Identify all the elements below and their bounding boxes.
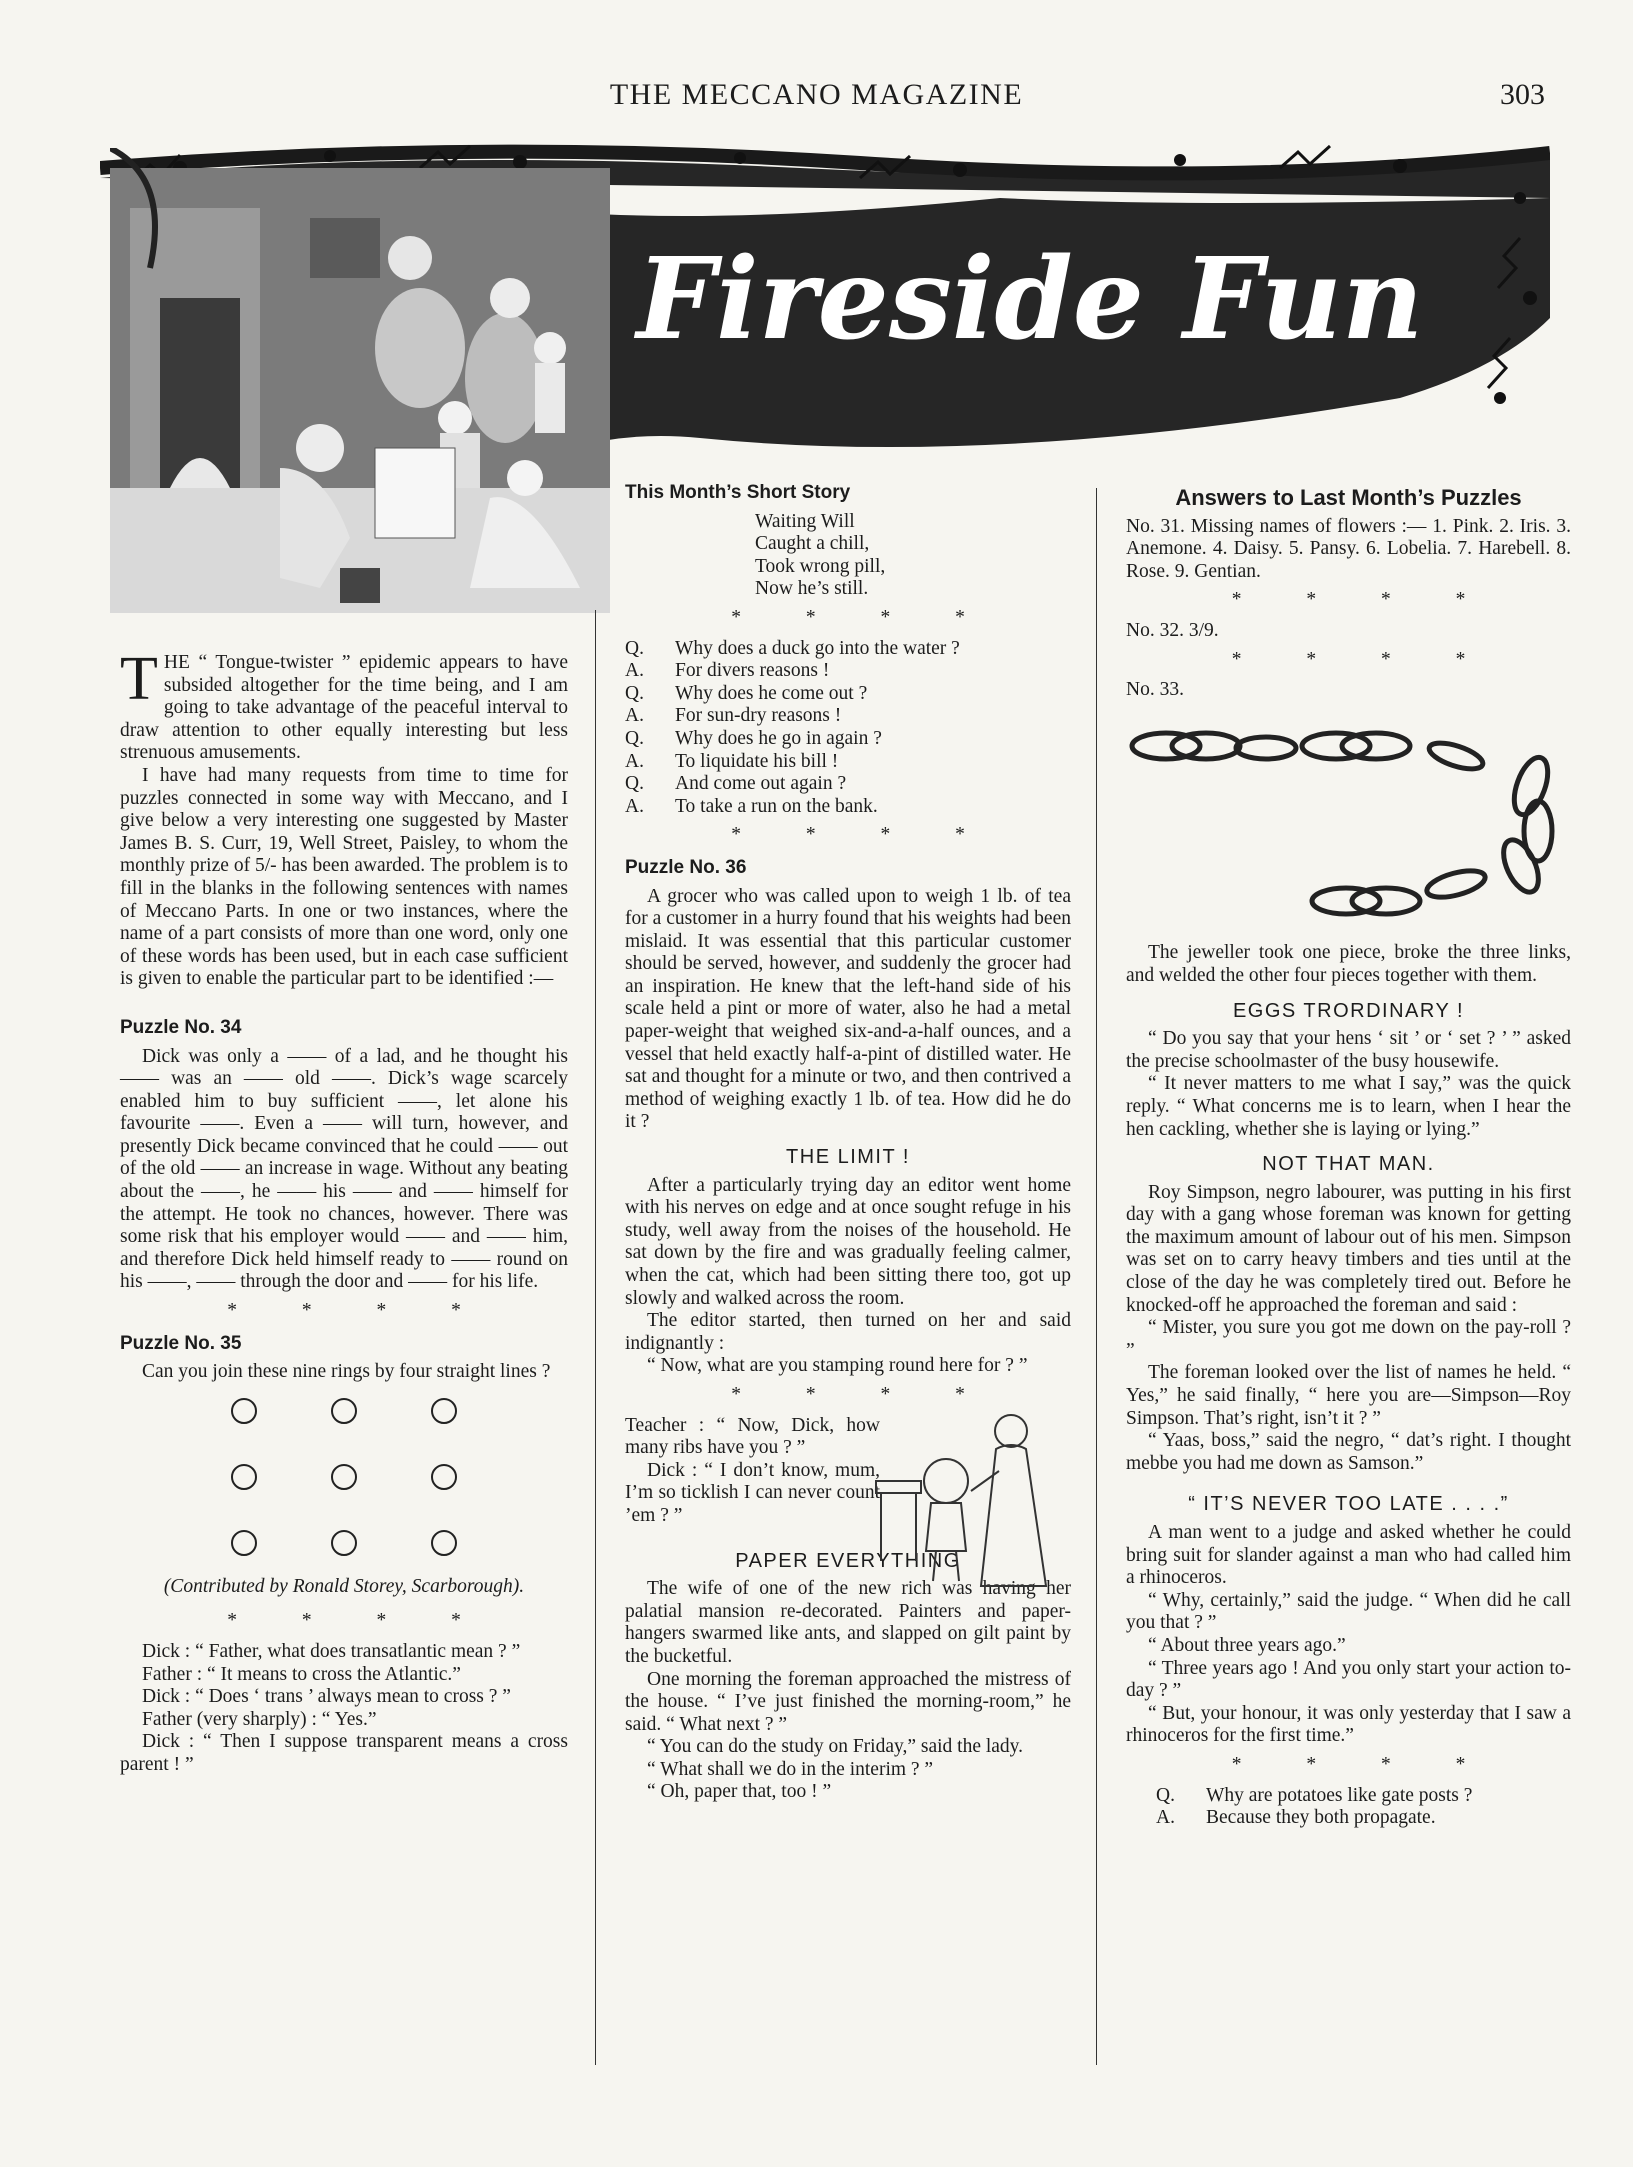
qa-text: And come out again ? [675,773,847,795]
separator-stars: * * * * [731,824,995,846]
intro-paragraph-2: I have had many requests from time to time for puzzles connected in some way with Meccano, and I give below a very interesting one suggested by Master James B. S. Curr, 19, Well Street, Paisley, to whom the monthly prize of 5/- has been awarded. The problem is to fill in the blanks in the following sentences with names of Meccano Parts. In one or two instances, where the name of a part consists of more than one word, only one of these words has been used, but in each case sufficient is given to enable the particular part to be identified :— [120,764,568,990]
dialogue-line: Dick : “ Father, what does transatlantic mean ? ” [142,1641,521,1662]
separator-stars: * * * * [227,1610,491,1632]
qa-text: Why are potatoes like gate posts ? [1206,1784,1473,1806]
eggs-title: EGGS TRORDINARY ! [1232,999,1465,1022]
answers-title: Answers to Last Month’s Puzzles [1175,485,1522,510]
dialogue-line: Father : “ It means to cross the Atlantic.” [142,1663,461,1685]
column-3 [1126,487,1571,1830]
puzzle-35-title: Puzzle No. 35 [120,1332,242,1354]
nine-rings-grid [120,1398,568,1556]
separator-stars: * * * * [1231,1753,1496,1775]
qa-text: Why does a duck go into the water ? [675,637,960,659]
qa-key: A. [1156,1807,1175,1829]
late-paragraph: “ Three years ago ! And you only start your action to-day ? ” [1126,1657,1571,1702]
the-limit-title: THE LIMIT ! [786,1146,910,1169]
puzzle-35-text: Can you join these nine rings by four straight lines ? [142,1361,551,1383]
qa-key: Q. [625,773,644,795]
qa-text: Why does he go in again ? [675,727,882,749]
intro-paragraph: THE “ Tongue-twister ” epidemic appears to have subsided altogether for the time being, and I am going to take advantage of the peaceful interval to draw attention to other equally interesting but less strenuous amusements. [120,645,568,764]
qa-key: A. [625,660,644,682]
ring-icon [431,1530,457,1556]
poem-line: Waiting Will [755,510,855,532]
ring-icon [331,1530,357,1556]
puzzle-36-text: A grocer who was called upon to weigh 1 lb. of tea for a customer in a hurry found that his weights had been mislaid. It was essential that this particular customer should be served, however, and suddenly the grocer had an inspiration. He knew that the left-hand side of his scale held a pint or more of water, also he had a metal paper-weight that weighed six-and-a-half ounces, and a vessel that held exactly half-a-pint of distilled water. He sat and thought for a minute or two, and then contrived a method of weighing exactly 1 lb. of tea. How did he do it ? [625,885,1071,1133]
qa-text: To take a run on the bank. [675,795,878,817]
qa-text: Because they both propagate. [1206,1807,1436,1829]
eggs-paragraph: “ It never matters to me what I say,” was the quick reply. “ What concerns me is to learn, when I hear the hen cackling, whether she is laying or lying.” [1126,1073,1571,1140]
ring-icon [331,1398,357,1424]
never-too-late-title: “ IT’S NEVER TOO LATE . . . .” [1188,1493,1509,1516]
poem-line: Took wrong pill, [755,555,886,577]
paper-paragraph: “ You can do the study on Friday,” said the lady. [647,1736,1024,1758]
teacher-joke [625,1415,1071,1528]
man-paragraph: The foreman looked over the list of names he held. “ Yes,” he said finally, “ here you are—Simpson—Roy Simpson. That’s right, isn’t it ? ” [1126,1362,1571,1429]
qa-text: To liquidate his bill ! [675,750,839,772]
column-rule-right [1096,488,1097,2065]
potato-qa-list [1156,1785,1571,1830]
late-paragraph: “ But, your honour, it was only yesterday that I saw a rhinoceros for the first time.” [1126,1702,1571,1747]
answer-31: No. 31. Missing names of flowers :— 1. Pink. 2. Iris. 3. Anemone. 4. Daisy. 5. Pansy. 6. Lobelia. 7. Harebell. 8. Rose. 9. Gentian. [1126,515,1571,582]
man-paragraph: “ Mister, you sure you got me down on the pay-roll ? ” [1126,1317,1571,1361]
ring-icon [331,1464,357,1490]
the-limit-paragraph: “ Now, what are you stamping round here for ? ” [647,1355,1028,1377]
dialogue-line: Dick : “ Does ‘ trans ’ always mean to cross ? ” [142,1686,511,1708]
ring-icon [231,1464,257,1490]
separator-stars: * * * * [731,1383,995,1405]
paper-paragraph: “ Oh, paper that, too ! ” [647,1781,832,1803]
running-header: THE MECCANO MAGAZINE [609,78,1024,111]
dick-line: Dick : “ I don’t know, mum, I’m so ticklish I can never count ’em ? ” [625,1459,880,1526]
man-paragraph: Roy Simpson, negro labourer, was putting in his first day with a gang whose foreman was known for getting the maximum amount of labour out of his men. Simpson was set on to carry heavy timbers and ties until at the close of the day he was completely tired out. Before he knocked-off he approached the foreman and said : [1126,1181,1571,1316]
paper-paragraph: One morning the foreman approached the mistress of the house. “ I’ve just finished the morning-room,” he said. “ What next ? ” [625,1668,1071,1735]
short-story-title: This Month’s Short Story [625,482,851,503]
qa-key: Q. [625,637,644,659]
the-limit-paragraph: After a particularly trying day an editor went home with his nerves on edge and at once sought refuge in his study, well away from the noises of the household. He sat down by the fire and was gradually feeling calmer, when the cat, which had been sitting there too, got up slowly and walked across the room. [625,1174,1071,1309]
qa-key: Q. [1156,1784,1175,1806]
qa-key: A. [625,705,644,727]
answer-32: No. 32. 3/9. [1126,619,1219,641]
short-story-poem [625,511,1071,601]
paper-everything-title: PAPER EVERYTHING [735,1549,961,1572]
qa-key: Q. [625,727,644,749]
ring-icon [231,1398,257,1424]
poem-line: Caught a chill, [755,533,870,555]
late-paragraph: A man went to a judge and asked whether he could bring suit for slander against a man who had called him a rhinoceros. [1126,1522,1571,1589]
puzzle-34-title: Puzzle No. 34 [120,1016,242,1038]
answer-33: No. 33. [1126,679,1184,701]
qa-key: Q. [625,682,644,704]
separator-stars: * * * * [731,606,995,628]
puzzle-35-credit: (Contributed by Ronald Storey, Scarborough). [163,1575,525,1597]
dialogue-line: Dick : “ Then I suppose transparent means a cross parent ! ” [120,1731,568,1775]
puzzle-34-text: Dick was only a —— of a lad, and he thought his —— was an —— old ——. Dick’s wage scarcely enabled him to buy sufficient ——, let alone his favourite ——. Even a —— will turn, however, and presently Dick became convinced that he could —— out of the old —— an increase in wage. Without any beating about the ——, he —— his —— and —— himself for the attempt. He took no chances, however. There was some risk that his employer would —— and —— him, and therefore Dick held himself ready to —— round on his ——, —— through the door and —— for his life. [120,1045,568,1293]
puzzle-36-title: Puzzle No. 36 [625,856,747,878]
eggs-paragraph: “ Do you say that your hens ‘ sit ’ or ‘ set ? ’ ” asked the precise schoolmaster of the busy housewife. [1126,1028,1571,1072]
poem-line: Now he’s still. [755,578,869,600]
paper-paragraph: The wife of one of the new rich was having her palatial mansion re-decorated. Painters and paper-hangers swarmed like ants, and slapped on gilt paint by the bucketful. [625,1578,1071,1667]
separator-stars: * * * * [1231,589,1496,611]
separator-stars: * * * * [227,1300,491,1322]
teacher-line: Teacher : “ Now, Dick, how many ribs have you ? ” [625,1414,880,1459]
column-2 [625,482,1071,1804]
chain-links-illustration [1126,716,1571,926]
family-scene-image [110,148,610,613]
answer-33-text: The jeweller took one piece, broke the three links, and welded the other four pieces together with them. [1126,942,1571,986]
page-number: 303 [1500,78,1545,111]
separator-stars: * * * * [1231,648,1496,670]
column-rule-left [595,610,596,2065]
ring-icon [231,1530,257,1556]
man-paragraph: “ Yaas, boss,” said the negro, “ dat’s right. I thought mebbe you had me down as Samson.” [1126,1430,1571,1474]
late-paragraph: “ About three years ago.” [1148,1634,1346,1656]
duck-qa-list [625,638,1071,819]
qa-text: For sun-dry reasons ! [675,705,842,727]
banner-title: Fireside Fun [636,234,1424,365]
qa-text: Why does he come out ? [675,682,868,704]
drop-cap: T [120,645,158,713]
ring-icon [431,1464,457,1490]
not-that-man-title: NOT THAT MAN. [1262,1153,1435,1176]
qa-key: A. [625,750,644,772]
late-paragraph: “ Why, certainly,” said the judge. “ When did he call you that ? ” [1126,1589,1571,1634]
the-limit-paragraph: The editor started, then turned on her and said indignantly : [625,1310,1071,1354]
ring-icon [431,1398,457,1424]
qa-key: A. [625,795,644,817]
paper-paragraph: “ What shall we do in the interim ? ” [647,1758,934,1780]
column-1 [120,645,568,1777]
dialogue-line: Father (very sharply) : “ Yes.” [142,1708,377,1730]
qa-text: For divers reasons ! [675,660,830,682]
fireside-illustration [110,148,610,613]
teacher-and-boy-illustration [871,1401,1071,1591]
